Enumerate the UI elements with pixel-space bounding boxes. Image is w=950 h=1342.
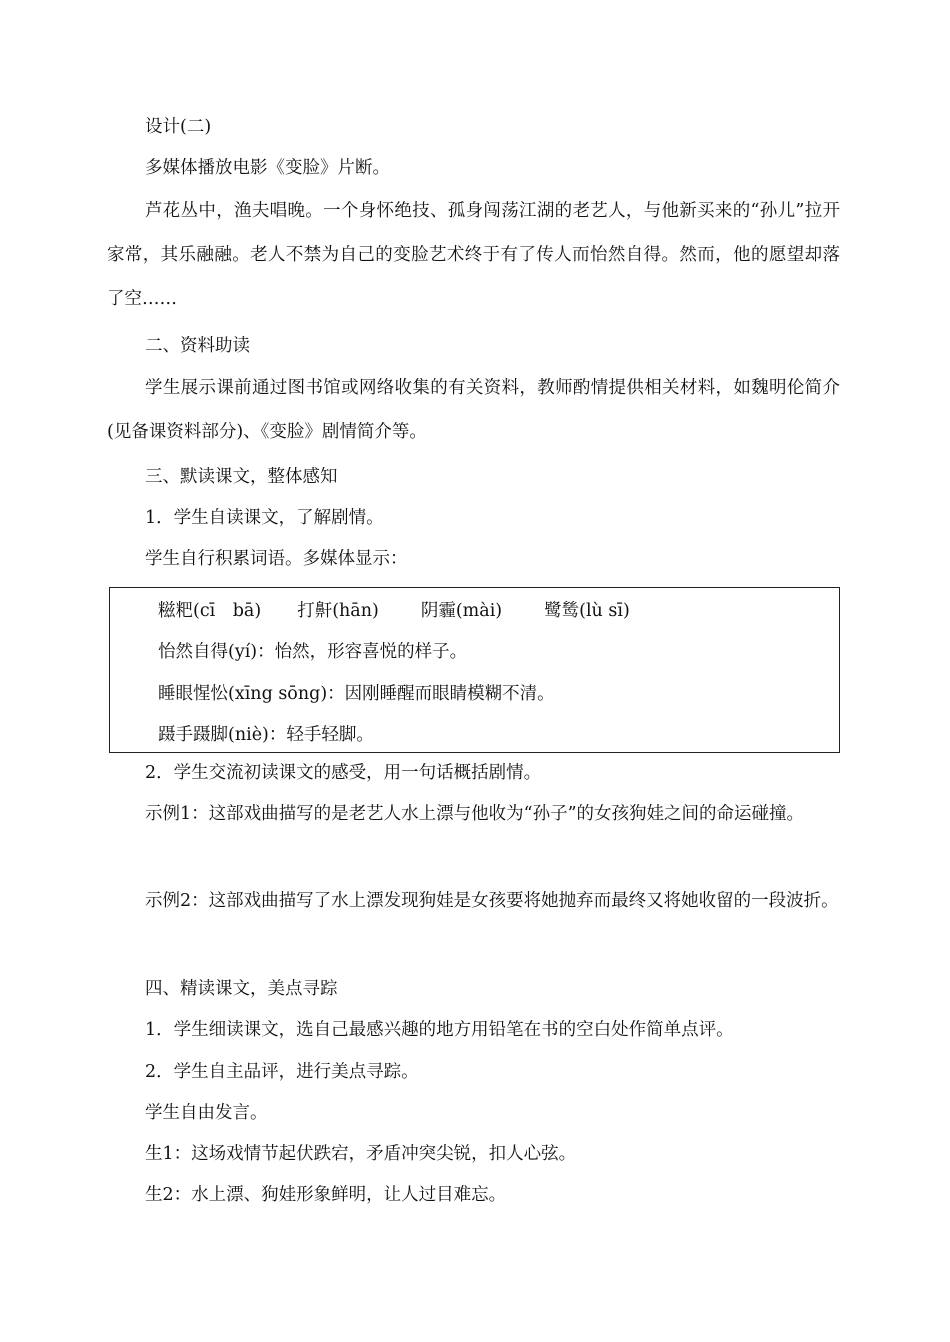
example-2: 示例2：这部戏曲描写了水上漂发现狗娃是女孩要将她抛弃而最终又将她收留的一段波折。 xyxy=(145,891,839,911)
vocab-row-1 xyxy=(158,600,630,622)
step-appreciate: 2．学生自主品评，进行美点寻踪。 xyxy=(145,1062,419,1082)
step-annotate: 1．学生细读课文，选自己最感兴趣的地方用铅笔在书的空白处作简单点评。 xyxy=(145,1020,734,1040)
intro-paragraph: 芦花丛中，渔夫唱晚。一个身怀绝技、孤身闯荡江湖的老艺人，与他新买来的“孙儿”拉开家常，其乐融融。老人不禁为自己的变脸艺术终于有了传人而怡然自得。然而，他的愿望却落了空…… xyxy=(107,201,840,309)
materials-paragraph: 学生展示课前通过图书馆或网络收集的有关资料，教师酌情提供相关材料，如魏明伦简介(见备课资料部分)、《变脸》剧情简介等。 xyxy=(107,378,840,442)
free-speak-line: 学生自由发言。 xyxy=(145,1103,268,1123)
example-1: 示例1：这部戏曲描写的是老艺人水上漂与他收为“孙子”的女孩狗娃之间的命运碰撞。 xyxy=(145,804,805,824)
heading-silent-reading: 三、默读课文，整体感知 xyxy=(145,467,338,487)
vocab-row-3: 睡眼惺忪(xīng sōng)：因刚睡醒而眼睛模糊不清。 xyxy=(158,684,555,704)
step-self-reading: 1．学生自读课文，了解剧情。 xyxy=(145,508,384,528)
vocabulary-box xyxy=(109,587,840,753)
vocab-intro: 学生自行积累词语。多媒体显示： xyxy=(145,549,408,569)
heading-close-reading: 四、精读课文，美点寻踪 xyxy=(145,979,338,999)
student-2-comment: 生2：水上漂、狗娃形象鲜明，让人过目难忘。 xyxy=(145,1185,507,1205)
section-design-2: 设计(二) xyxy=(145,117,212,137)
vocab-word-ciba: 糍粑(cī bā) xyxy=(158,601,262,621)
heading-materials: 二、资料助读 xyxy=(145,336,250,356)
media-film-line: 多媒体播放电影《变脸》片断。 xyxy=(145,158,390,178)
vocab-row-4: 蹑手蹑脚(niè)：轻手轻脚。 xyxy=(158,725,374,745)
step-share-feelings: 2．学生交流初读课文的感受，用一句话概括剧情。 xyxy=(145,763,542,783)
vocab-word-lusi: 鹭鸶(lù sī) xyxy=(544,601,630,621)
student-1-comment: 生1：这场戏情节起伏跌宕，矛盾冲突尖锐，扣人心弦。 xyxy=(145,1144,577,1164)
vocab-word-yinmai: 阴霾(mài) xyxy=(420,601,503,621)
vocab-word-dahan: 打鼾(hān) xyxy=(297,601,379,621)
vocab-row-2: 怡然自得(yí)：怡然，形容喜悦的样子。 xyxy=(158,642,468,662)
